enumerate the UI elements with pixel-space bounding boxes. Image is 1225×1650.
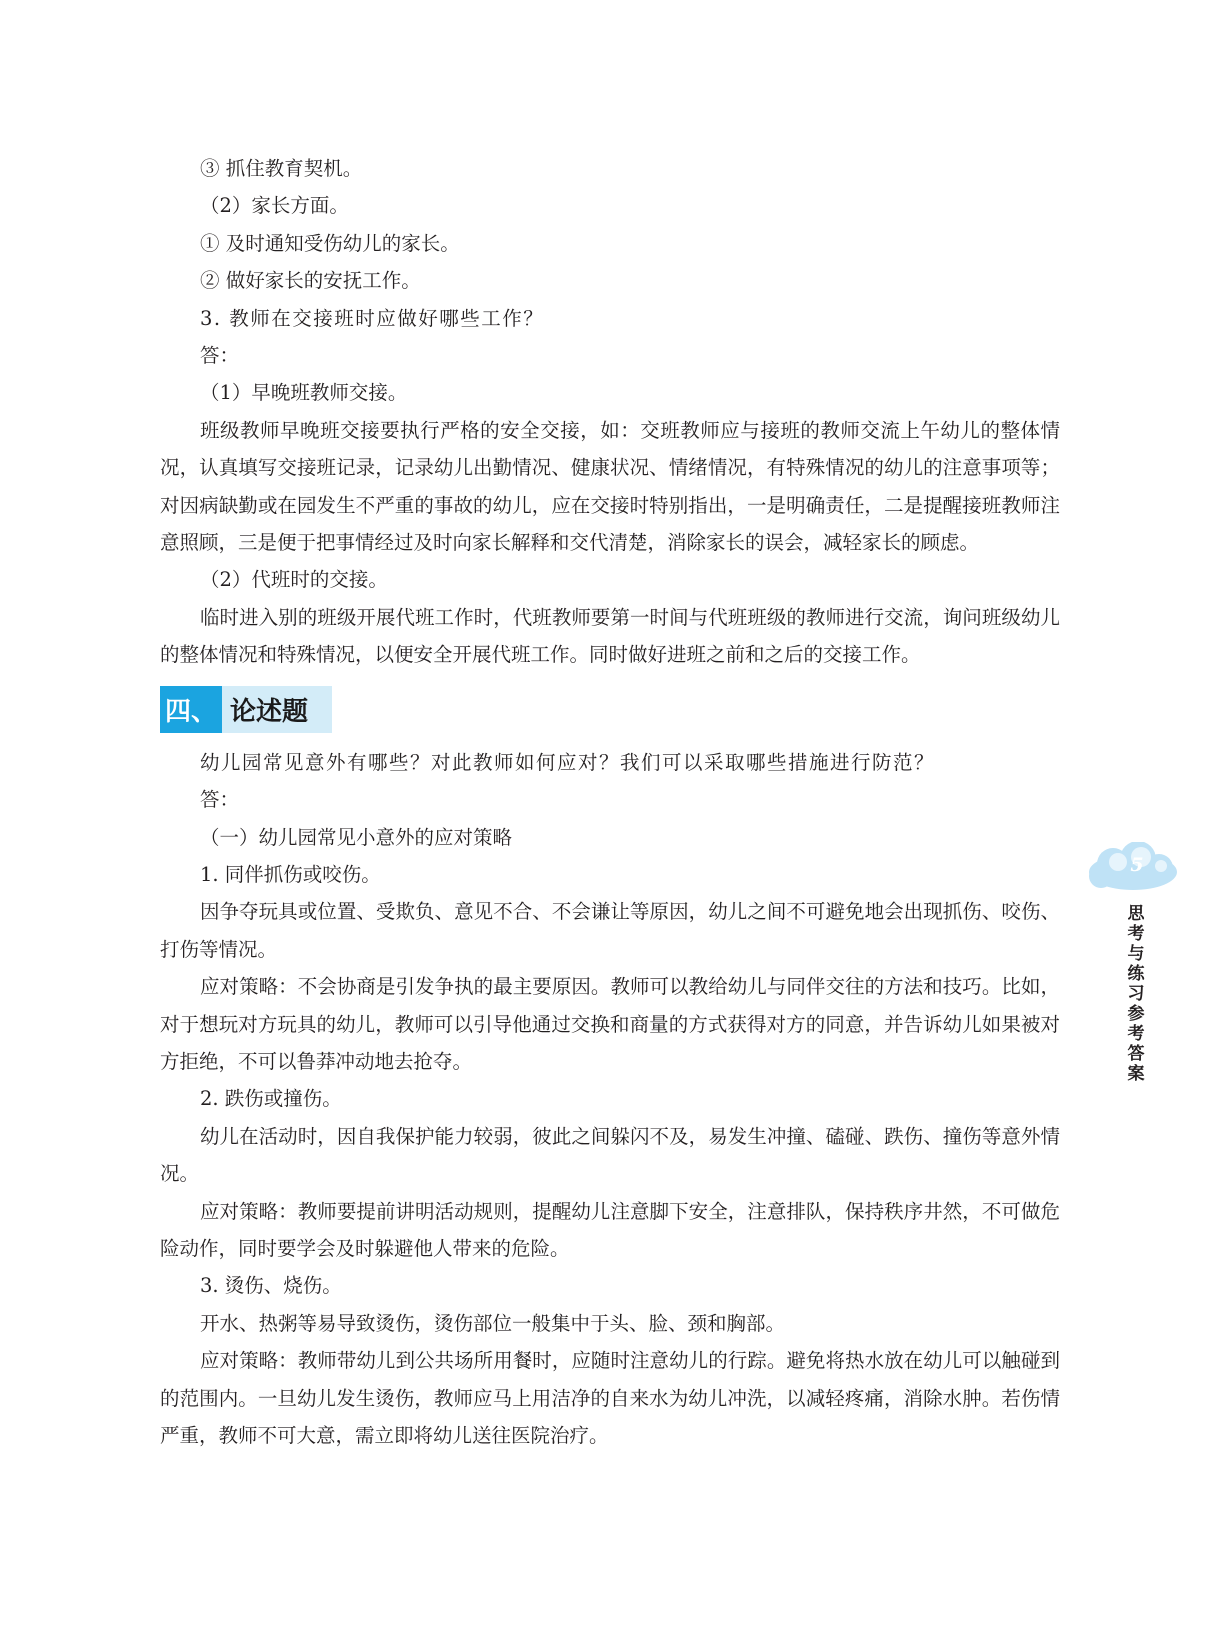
section-title: 论述题 bbox=[222, 686, 332, 733]
paragraph: 幼儿在活动时，因自我保护能力较弱，彼此之间躲闪不及，易发生冲撞、磕碰、跌伤、撞伤等意外情况。 bbox=[160, 1124, 1060, 1186]
chapter-title-vertical: 思考与练习参考答案 bbox=[1127, 904, 1145, 1084]
paragraph: 应对策略：教师带幼儿到公共场所用餐时，应随时注意幼儿的行踪。避免将热水放在幼儿可以触碰到的范围内。一旦幼儿发生烫伤，教师应马上用洁净的自来水为幼儿冲洗，以减轻疼痛，消除水肿。若伤情严重，教师不可大意，需立即将幼儿送往医院治疗。 bbox=[160, 1349, 1060, 1447]
paragraph: 因争夺玩具或位置、受欺负、意见不合、不会谦让等原因，幼儿之间不可避免地会出现抓伤、咬伤、打伤等情况。 bbox=[160, 900, 1060, 961]
item-heading: 1. 同伴抓伤或咬伤。 bbox=[200, 862, 381, 886]
item-heading: （2）代班时的交接。 bbox=[200, 568, 388, 592]
text-line: （2）家长方面。 bbox=[200, 194, 349, 218]
section-number: 四、 bbox=[160, 686, 222, 733]
question-3: 3. 教师在交接班时应做好哪些工作？ bbox=[200, 306, 545, 330]
paragraph: 开水、热粥等易导致烫伤，烫伤部位一般集中于头、脸、颈和胸部。 bbox=[200, 1311, 786, 1335]
chapter-number: 5 bbox=[1130, 854, 1144, 876]
section-heading bbox=[160, 686, 332, 733]
answer-label: 答： bbox=[200, 788, 240, 812]
essay-question: 幼儿园常见意外有哪些？对此教师如何应对？我们可以采取哪些措施进行防范？ bbox=[200, 750, 936, 774]
paragraph: 临时进入别的班级开展代班工作时，代班教师要第一时间与代班班级的教师进行交流，询问班级幼儿的整体情况和特殊情况，以便安全开展代班工作。同时做好进班之前和之后的交接工作。 bbox=[160, 605, 1060, 667]
page-content bbox=[160, 150, 1060, 1454]
paragraph: 班级教师早晚班交接要执行严格的安全交接，如：交班教师应与接班的教师交流上午幼儿的整体情况，认真填写交接班记录，记录幼儿出勤情况、健康状况、情绪情况，有特殊情况的幼儿的注意事项等；对因病缺勤或在园发生不严重的事故的幼儿，应在交接时特别指出，一是明确责任，二是提醒接班教师注意照顾，三是便于把事情经过及时向家长解释和交代清楚，消除家长的误会，减轻家长的顾虑。 bbox=[160, 418, 1060, 555]
item-heading: （1）早晚班教师交接。 bbox=[200, 381, 408, 405]
text-line: ① 及时通知受伤幼儿的家长。 bbox=[200, 231, 460, 255]
item-heading: 2. 跌伤或撞伤。 bbox=[200, 1087, 342, 1111]
sub-heading: （一）幼儿园常见小意外的应对策略 bbox=[200, 825, 513, 849]
text-line: ② 做好家长的安抚工作。 bbox=[200, 269, 421, 293]
item-heading: 3. 烫伤、烧伤。 bbox=[200, 1274, 342, 1298]
text-line: ③ 抓住教育契机。 bbox=[200, 157, 363, 180]
answer-label: 答： bbox=[200, 344, 240, 368]
paragraph: 应对策略：不会协商是引发争执的最主要原因。教师可以教给幼儿与同伴交往的方法和技巧。比如，对于想玩对方玩具的幼儿，教师可以引导他通过交换和商量的方式获得对方的同意，并告诉幼儿如果被对方拒绝，不可以鲁莽冲动地去抢夺。 bbox=[160, 975, 1060, 1073]
paragraph: 应对策略：教师要提前讲明活动规则，提醒幼儿注意脚下安全，注意排队，保持秩序井然，不可做危险动作，同时要学会及时躲避他人带来的危险。 bbox=[160, 1199, 1060, 1260]
